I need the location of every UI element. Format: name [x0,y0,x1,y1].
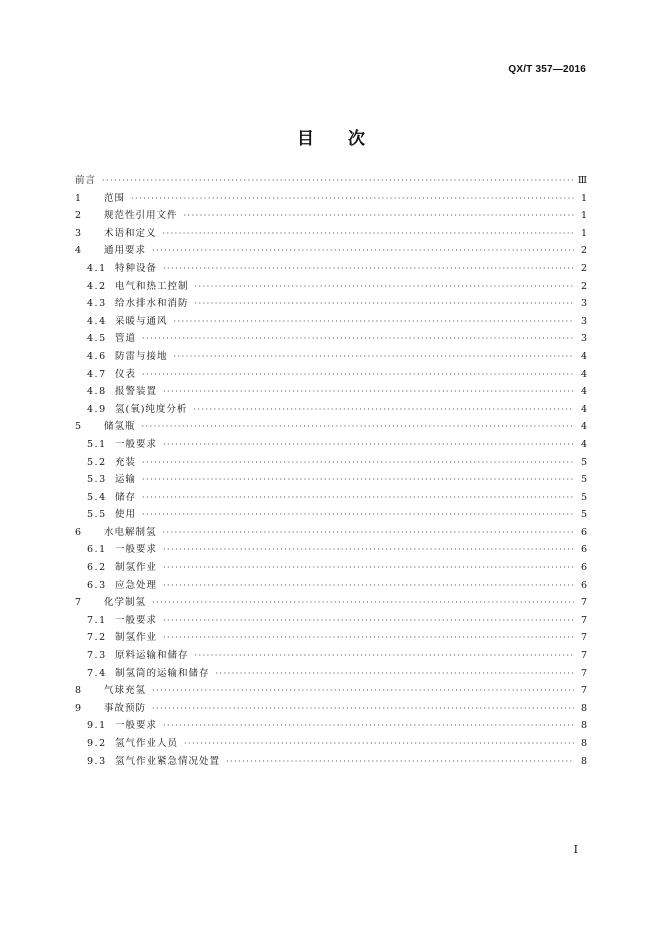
toc-entry-number: 4.6 [87,350,107,362]
toc-dot-leader [142,330,574,348]
toc-entry-number: 6.3 [87,579,107,591]
toc-dot-leader [142,489,574,507]
toc-entry[interactable] [75,753,587,771]
toc-entry-number: 9 [75,702,83,714]
toc-entry-page: 5 [580,456,587,468]
toc-entry-page: 8 [580,755,587,767]
toc-dot-leader [152,594,574,612]
toc-entry-number: 5.1 [87,438,107,450]
toc-entry-page: 7 [580,667,587,679]
toc-entry[interactable] [75,647,587,665]
toc-entry-page: 2 [580,245,587,257]
toc-entry[interactable] [75,524,587,542]
toc-entry[interactable] [75,506,587,524]
toc-entry-label: 给水排水和消防 [115,298,189,310]
page-number: I [573,843,578,856]
page-title: 目次 [297,129,399,149]
toc-entry-number: 5.3 [87,474,107,486]
toc-entry-page: 8 [580,702,587,714]
toc-entry-number: 4.7 [87,368,107,380]
toc-entry-label: 水电解制氢 [104,526,157,538]
toc-entry-label: 储存 [115,491,137,503]
toc-entry-page: 8 [580,738,587,749]
toc-entry[interactable] [75,366,587,384]
toc-entry-label: 一般要求 [115,544,158,556]
toc-entry-page: 6 [580,579,587,591]
toc-entry-page: 1 [580,210,587,222]
toc-entry[interactable] [75,629,587,647]
toc-entry[interactable] [75,278,587,296]
toc-entry-number: 4.9 [87,403,107,415]
toc-entry[interactable] [75,612,587,630]
toc-dot-leader [163,383,574,401]
toc-entry-page: 6 [580,562,587,574]
toc-entry-number: 3 [75,227,83,239]
toc-entry-label: 应急处理 [115,579,158,591]
toc-entry[interactable] [75,559,587,577]
toc-dot-leader [163,717,574,735]
toc-entry[interactable] [75,735,587,753]
toc-dot-leader [163,225,574,243]
toc-dot-leader [193,401,574,419]
toc-dot-leader [142,454,574,472]
toc-entry-number: 9.3 [87,755,107,767]
toc-entry[interactable] [75,242,587,260]
toc-entry-label: 术语和定义 [104,227,157,239]
toc-entry-label: 事故预防 [104,702,147,714]
toc-entry-number: 9.1 [87,720,107,732]
toc-entry-label: 管道 [115,333,137,345]
table-of-contents [75,172,587,770]
toc-dot-leader [195,647,574,665]
toc-entry-page: 2 [580,262,587,274]
toc-entry-label: 原料运输和储存 [115,650,189,662]
toc-entry-number: 7.4 [87,667,107,679]
toc-entry-page: 3 [580,333,587,345]
toc-entry-label: 一般要求 [115,614,158,626]
toc-dot-leader [163,436,574,454]
toc-entry-label: 电气和热工控制 [115,280,189,292]
toc-entry-page: 7 [580,614,587,626]
toc-entry-page: 7 [580,597,587,609]
toc-entry-page: 5 [580,474,587,486]
toc-entry-page: 6 [580,544,587,556]
toc-entry-number: 7.3 [87,650,107,662]
toc-entry-number: 4 [75,245,83,257]
toc-entry-page: 3 [580,315,587,327]
toc-entry[interactable] [75,225,587,243]
toc-entry[interactable] [75,594,587,612]
toc-entry-page: 4 [580,438,587,450]
toc-entry-page: 7 [580,650,587,662]
toc-entry[interactable] [75,577,587,595]
document-code: QX/T 357—2016 [508,64,586,75]
toc-entry-page: 5 [580,491,587,503]
toc-entry-label: 防雷与接地 [115,350,168,362]
toc-dot-leader [195,295,574,313]
toc-entry-number: 5.2 [87,456,107,468]
toc-entry[interactable] [75,436,587,454]
toc-entry-label: 气球充氢 [104,685,147,697]
toc-entry-number: 4.1 [87,262,107,274]
toc-entry-page: 8 [580,720,587,732]
toc-entry-number: 6.2 [87,562,107,574]
toc-entry-page: 7 [580,632,587,644]
toc-dot-leader [102,172,573,190]
toc-entry-page: 3 [580,298,587,310]
toc-entry-page: 6 [580,526,587,538]
toc-entry-number: 4.5 [87,333,107,345]
toc-entry-label: 采暖与通风 [115,315,168,327]
toc-dot-leader [174,313,574,331]
toc-entry-number: 7.2 [87,632,107,644]
toc-entry-label: 范围 [104,192,126,204]
toc-dot-leader [226,753,574,771]
toc-dot-leader [174,348,574,366]
toc-entry[interactable] [75,190,587,208]
toc-entry[interactable] [75,418,587,436]
toc-dot-leader [142,506,574,524]
toc-entry-number: 7 [75,597,83,609]
toc-entry-number: 6.1 [87,544,107,556]
toc-dot-leader [131,190,574,208]
toc-entry-page: 4 [580,421,587,433]
toc-entry[interactable] [75,700,587,718]
toc-entry[interactable] [75,313,587,331]
toc-entry-label: 运输 [115,474,137,486]
toc-entry-label: 氢气作业人员 [115,738,179,749]
toc-entry-label: 氢(氧)纯度分析 [115,403,188,415]
toc-entry-label: 仪表 [115,368,137,380]
toc-entry[interactable] [75,207,587,225]
toc-entry-label: 制氢作业 [115,632,158,644]
toc-entry-page: 4 [580,386,587,398]
toc-entry-label: 前言 [75,175,97,186]
toc-entry-label: 氢气作业紧急情况处置 [115,755,221,767]
toc-entry-page: 1 [580,192,587,204]
toc-dot-leader [184,207,574,225]
toc-entry[interactable] [75,383,587,401]
toc-entry-label: 制氢筒的运输和储存 [115,667,210,679]
toc-entry-label: 特种设备 [115,262,158,274]
toc-entry-label: 制氢作业 [115,562,158,574]
toc-dot-leader [152,242,574,260]
toc-dot-leader [195,278,574,296]
toc-entry[interactable] [75,172,587,190]
toc-entry-label: 使用 [115,509,137,521]
toc-entry[interactable] [75,454,587,472]
toc-dot-leader [163,577,574,595]
toc-entry[interactable] [75,471,587,489]
toc-entry[interactable] [75,260,587,278]
toc-entry[interactable] [75,682,587,700]
toc-dot-leader [152,700,574,718]
toc-entry-label: 储氢瓶 [104,421,136,433]
toc-entry-label: 一般要求 [115,438,158,450]
toc-entry-page: 7 [580,685,587,697]
toc-dot-leader [216,665,574,683]
toc-entry-page: 2 [580,280,587,292]
toc-dot-leader [142,471,574,489]
toc-dot-leader [163,559,574,577]
toc-entry[interactable] [75,541,587,559]
toc-entry-number: 6 [75,526,83,538]
toc-entry[interactable] [75,665,587,683]
toc-entry[interactable] [75,348,587,366]
toc-entry-number: 8 [75,685,83,697]
toc-entry-number: 5 [75,421,83,433]
toc-entry-page: Ⅲ [577,175,587,186]
toc-entry-label: 规范性引用文件 [104,210,178,222]
toc-entry-page: 4 [580,350,587,362]
toc-entry-number: 4.4 [87,315,107,327]
toc-dot-leader [163,612,574,630]
toc-entry[interactable] [75,401,587,419]
toc-entry-number: 4.2 [87,280,107,292]
toc-dot-leader [163,260,574,278]
toc-entry-page: 1 [580,227,587,239]
toc-entry-number: 7.1 [87,614,107,626]
toc-entry-number: 5.5 [87,509,107,521]
toc-entry[interactable] [75,717,587,735]
toc-entry-page: 5 [580,509,587,521]
toc-entry-number: 2 [75,210,83,222]
toc-entry-page: 4 [580,403,587,415]
toc-entry-label: 通用要求 [104,245,147,257]
toc-entry-number: 4.8 [87,386,107,398]
toc-dot-leader [152,682,574,700]
toc-entry-number: 1 [75,192,83,204]
toc-entry[interactable] [75,295,587,313]
toc-dot-leader [163,629,574,647]
toc-dot-leader [142,418,574,436]
toc-dot-leader [142,366,574,384]
toc-entry-label: 化学制氢 [104,597,147,609]
toc-entry-number: 4.3 [87,298,107,310]
toc-entry[interactable] [75,330,587,348]
toc-dot-leader [184,735,574,753]
toc-entry-label: 一般要求 [115,720,158,732]
toc-entry-label: 充装 [115,456,137,468]
toc-dot-leader [163,541,574,559]
toc-entry-number: 5.4 [87,491,107,503]
toc-entry-page: 4 [580,368,587,380]
toc-dot-leader [163,524,574,542]
toc-entry-number: 9.2 [87,738,107,749]
toc-entry[interactable] [75,489,587,507]
toc-entry-label: 报警装置 [115,386,158,398]
